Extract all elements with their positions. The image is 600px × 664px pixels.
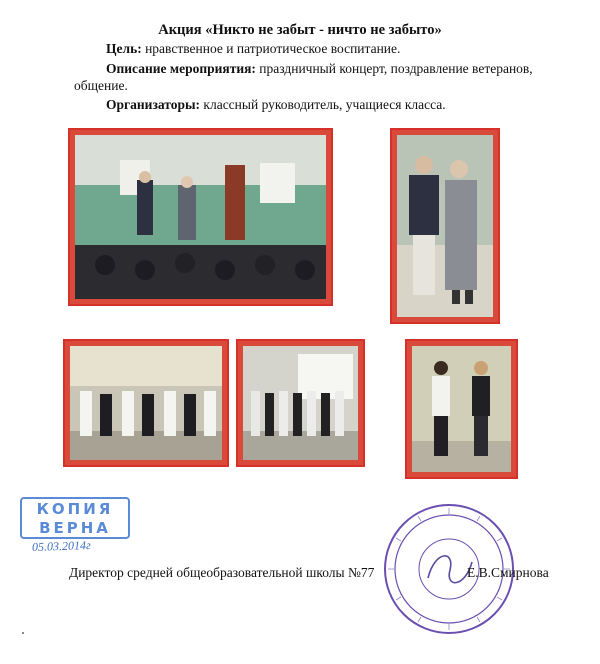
description-paragraph [74,60,544,94]
photo-students-dance [63,339,229,467]
copy-stamp-date: 05.03.2014г [31,537,91,555]
photo-veterans-couple [390,128,500,324]
organizers-label: Организаторы: [106,97,201,112]
goal-label: Цель: [106,41,142,56]
document-title: Акция «Никто не забыт - ничто не забыто» [158,22,442,38]
goal-text: нравственное и патриотическое воспитание. [141,41,401,56]
photo-students-row [236,339,365,467]
director-name: Е.В.Смирнова [467,565,549,580]
photo-veterans-classroom [68,128,333,306]
veterans-scene [397,135,493,317]
scan-dot [22,632,24,634]
singers-scene [412,346,511,472]
copy-stamp [20,497,130,539]
photo-girls-singing [405,339,518,479]
organizers-text: классный руководитель, учащиеся класса. [200,97,446,112]
goal-paragraph [106,40,576,57]
director-position: Директор средней общеобразовательной школы №77 [69,565,375,580]
description-label: Описание мероприятия: [106,61,256,76]
students-row-scene [243,346,358,460]
signature-line [69,565,549,581]
copy-stamp-line1: КОПИЯ [36,500,114,518]
description-text: праздничный концерт, поздравление ветеранов, общение. [74,61,533,93]
dance-scene [70,346,222,460]
copy-stamp-line2: ВЕРНА [39,519,111,537]
classroom-scene [75,135,326,299]
organizers-paragraph [106,96,576,113]
